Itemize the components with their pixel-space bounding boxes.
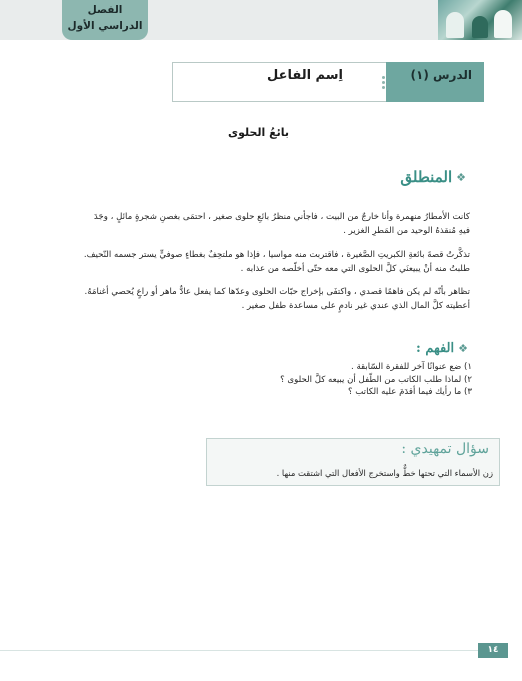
question-list bbox=[280, 361, 472, 399]
lesson-title: اِسم الفاعل bbox=[266, 68, 343, 83]
paragraph-a bbox=[50, 210, 470, 238]
semester-line2: الدراسي الأول bbox=[67, 20, 143, 32]
warmup-text: زن الأسماء التي تحتها خطٌّ واستخرج الأفعال التي اشتقت منها . bbox=[276, 468, 493, 478]
paragraph-c bbox=[50, 285, 470, 313]
section-understanding-title: الفهم : bbox=[416, 341, 455, 356]
lesson-title-box bbox=[172, 62, 484, 102]
paragraph-a-line1: كانت الأمطارُ منهمرة وأنا خارجٌ من البيت ، فاجأني منظرُ بائعِ حلوى صغير ، احتمَى بغصنِ شجرةٍ مائلٍ ، وجَدَ bbox=[93, 212, 470, 222]
lesson-number-tab bbox=[386, 62, 484, 102]
question-item: ٣) ما رأيك فيما أقدَمَ عليه الكاتب ؟ bbox=[347, 387, 472, 397]
paragraph-b-line2: طلبتُ منه أنْ يبيعنَي كلَّ الحلوى التي معه حتّى أخلّصه من عذابه . bbox=[240, 264, 470, 274]
page-number: ١٤ bbox=[478, 643, 508, 658]
paragraph-a-line2: فيهِ مُنقذهُ الوحيد من المَطرِ الغزير . bbox=[343, 226, 470, 236]
diamond-bullet-icon: ❖ bbox=[458, 342, 468, 355]
semester-line1: الفصل bbox=[87, 4, 123, 16]
lesson-number: الدرس (١) bbox=[410, 68, 472, 82]
semester-tab bbox=[62, 0, 148, 40]
section-start-title: المنطلق bbox=[400, 168, 453, 186]
warmup-question-box bbox=[206, 438, 500, 486]
question-item: ١) ضع عنوانًا آخر للفقرة السّابقة . bbox=[350, 362, 472, 372]
section-start-heading bbox=[400, 168, 466, 186]
diamond-bullet-icon: ❖ bbox=[456, 170, 466, 184]
section-understanding-heading bbox=[416, 341, 468, 356]
header-photo bbox=[438, 0, 522, 40]
paragraph-b-line1: تذكَّرتُ قصةَ بائعةِ الكبريتِ الصَّغيرة ، فاقتربت منه مواسيا ، فإذا هو ملتحِفٌ بغطاءٍ صوفيٍّ يستر جسمه النّحيف. bbox=[83, 250, 470, 260]
text-subtitle: بائعُ الحلوى bbox=[228, 126, 290, 139]
title-dots bbox=[377, 74, 385, 90]
paragraph-c-line1: تظاهر بأنّه لم يكن فاهمًا قصدي ، واكتفَى بإخراج حبّات الحلوى وعدّها كما يفعل عادٌّ ماهر أو راعٍ يُحصي أغنامَهُ. bbox=[84, 287, 470, 297]
question-item: ٢) لماذا طلب الكاتب من الطّفل أن يبيعه كلَّ الحلوى ؟ bbox=[280, 374, 472, 385]
footer-rule bbox=[0, 650, 478, 651]
warmup-title: سؤال تمهيدي : bbox=[401, 441, 489, 457]
paragraph-c-line2: أعطيته كلَّ المال الذي عندي غير نادمٍ على مساعدة طفل صغير . bbox=[241, 301, 470, 311]
paragraph-b bbox=[50, 248, 470, 276]
